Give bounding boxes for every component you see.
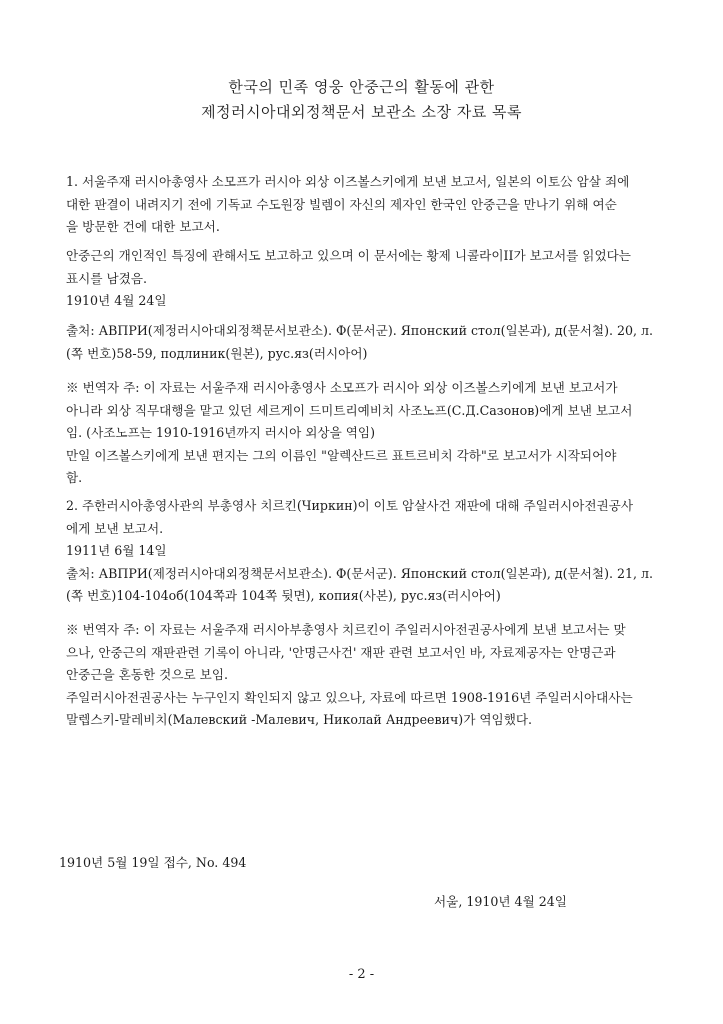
text-line: ※ 번역자 주: 이 자료는 서울주재 러시아총영사 소모프가 러시아 외상 이즈볼스키에게 보낸 보고서가 bbox=[66, 380, 618, 395]
text-line: (쪽 번호)58-59, подлиник(원본), рус.яз(러시아어) bbox=[66, 345, 368, 361]
paragraph-item-1-source bbox=[66, 320, 666, 365]
text-line: ※ 번역자 주: 이 자료는 서울주재 러시아부총영사 치르킨이 주일러시아전권공사에게 보낸 보고서는 맞 bbox=[66, 622, 626, 637]
text-line: 안중근의 개인적인 특징에 관해서도 보고하고 있으며 이 문서에는 황제 니콜라이II가 보고서를 읽었다는 bbox=[66, 248, 631, 263]
receipt-note: 1910년 5월 19일 접수, No. 494 bbox=[59, 855, 247, 870]
page-number: - 2 - bbox=[348, 967, 375, 982]
text-line: 에게 보낸 보고서. bbox=[66, 520, 164, 536]
text-line: 을 방문한 건에 대한 보고서. bbox=[66, 219, 220, 234]
text-line: 2. 주한러시아총영사관의 부총영사 치르킨(Чиркин)이 이토 암살사건 재판에 대해 주일러시아전권공사 bbox=[66, 498, 634, 513]
paragraph-item-1-details bbox=[66, 245, 666, 313]
text-line: 주일러시아전권공사는 누구인지 확인되지 않고 있으나, 자료에 따르면 1908-1916년 주일러시아대사는 bbox=[66, 689, 633, 705]
text-line: 출처: АВПРИ(제정러시아대외정책문서보관소). Ф(문서군). Японский стол(일본과), д(문서철). 21, л. bbox=[66, 565, 654, 581]
text-line: (쪽 번호)104-104об(104쪽과 104쪽 뒷면), копия(사본), рус.яз(러시아어) bbox=[66, 588, 501, 603]
document-title-line-2: 제정러시아대외정책문서 보관소 소장 자료 목록 bbox=[201, 103, 522, 121]
text-line: 만일 이즈볼스키에게 보낸 편지는 그의 이름인 "알렉산드르 표트르비치 각하"로 보고서가 시작되어야 bbox=[66, 447, 617, 463]
text-line: 대한 판결이 내려지기 전에 기독교 수도원장 빌렘이 자신의 제자인 한국인 안중근을 만나기 위해 여순 bbox=[66, 196, 617, 212]
document-title-line-1: 한국의 민족 영웅 안중근의 활동에 관한 bbox=[228, 78, 495, 96]
text-line: 임. (사조노프는 1910-1916년까지 러시아 외상을 역임) bbox=[66, 425, 376, 440]
paragraph-item-1-summary bbox=[66, 171, 666, 239]
paragraph-item-2-translator-note bbox=[66, 619, 666, 732]
place-date: 서울, 1910년 4월 24일 bbox=[434, 894, 567, 909]
text-line: 안중근을 혼동한 것으로 보임. bbox=[66, 667, 228, 682]
date-line: 1910년 4월 24일 bbox=[66, 293, 167, 308]
paragraph-item-2-summary bbox=[66, 495, 666, 608]
date-line: 1911년 6월 14일 bbox=[66, 543, 167, 558]
text-line: 함. bbox=[66, 470, 83, 485]
text-line: 으나, 안중근의 재판관련 기록이 아니라, '안명근사건' 재판 관련 보고서인 바, 자료제공자는 안명근과 bbox=[66, 644, 616, 660]
text-line: 아니라 외상 직무대행을 맡고 있던 세르게이 드미트리예비치 사조노프(С.Д.Сазонов)에게 보낸 보고서 bbox=[66, 402, 633, 418]
text-line: 출처: АВПРИ(제정러시아대외정책문서보관소). Ф(문서군). Японский стол(일본과), д(문서철). 20, л. bbox=[66, 323, 654, 338]
text-line: 말렙스키-말레비치(Малевский -Малевич, Николай Андреевич)가 역임했다. bbox=[66, 712, 533, 727]
text-line: 1. 서울주재 러시아총영사 소모프가 러시아 외상 이즈볼스키에게 보낸 보고서, 일본의 이토公 암살 죄에 bbox=[66, 174, 630, 189]
text-line: 표시를 남겼음. bbox=[66, 270, 147, 286]
paragraph-item-1-translator-note bbox=[66, 377, 666, 490]
